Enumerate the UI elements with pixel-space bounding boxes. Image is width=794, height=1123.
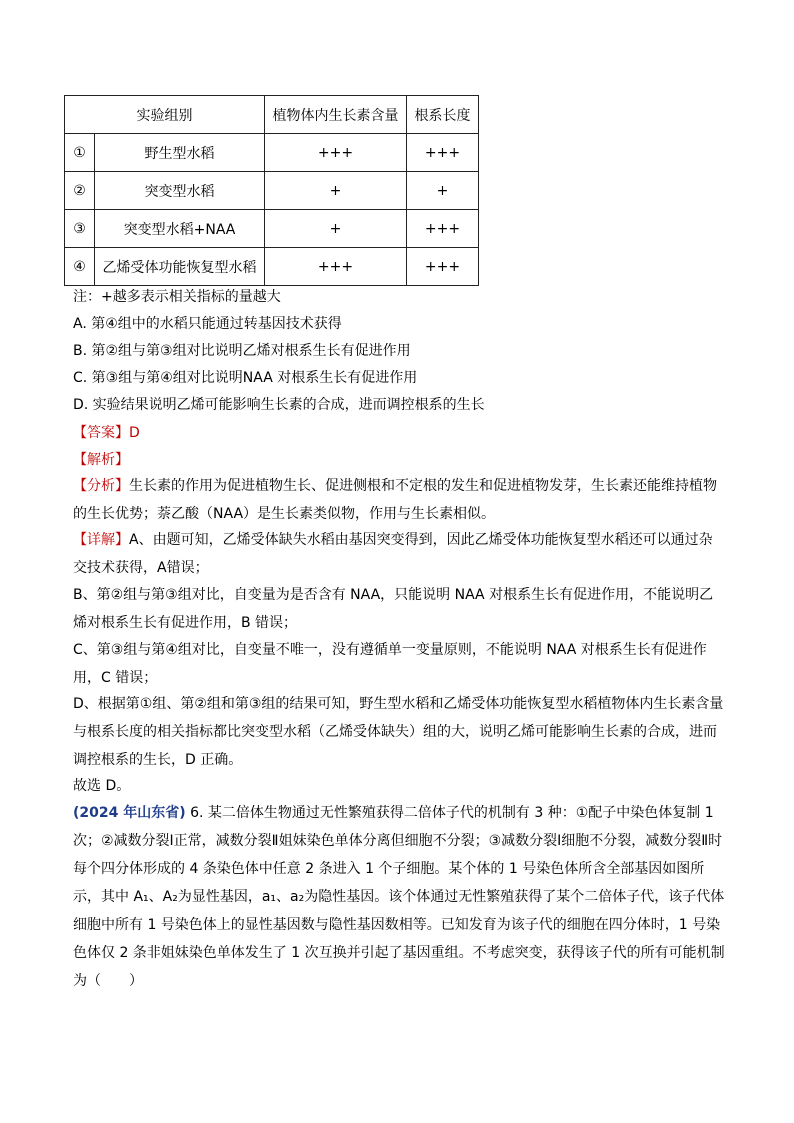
row-root: +++ (407, 248, 479, 286)
row-group: 突变型水稻 (95, 172, 265, 210)
row-auxin: + (265, 172, 407, 210)
fenxi-text: 生长素的作用为促进植物生长、促进侧根和不定根的发生和促进植物发芽，生长素还能维持植物的生长优势；萘乙酸（NAA）是生长素类似物，作用与生长素相似。 (73, 478, 717, 522)
option-b: B. 第②组与第③组对比说明乙烯对根系生长有促进作用 (73, 343, 411, 359)
row-root: + (407, 172, 479, 210)
xiangjie-text: A、由题可知，乙烯受体缺失水稻由基因突变得到，因此乙烯受体功能恢复型水稻还可以通过杂交技术获得，A错误； (73, 532, 713, 576)
option-c: C. 第③组与第④组对比说明NAA 对根系生长有促进作用 (73, 370, 418, 386)
analysis-label: 【解析】 (73, 452, 129, 468)
table-note: 注：+越多表示相关指标的量越大 (73, 289, 281, 305)
header-root: 根系长度 (407, 96, 479, 134)
xiangjie-label: 【详解】 (73, 532, 129, 548)
analysis-xiangjie (73, 526, 725, 582)
row-number: ① (65, 134, 95, 172)
question-6 (73, 799, 725, 995)
option-d: D. 实验结果说明乙烯可能影响生长素的合成，进而调控根系的生长 (73, 397, 485, 413)
row-auxin: + (265, 210, 407, 248)
row-number: ② (65, 172, 95, 210)
row-number: ④ (65, 248, 95, 286)
question-source: (2024 年山东省) (73, 805, 186, 821)
option-a: A. 第④组中的水稻只能通过转基因技术获得 (73, 316, 342, 332)
row-root: +++ (407, 134, 479, 172)
experiment-table (64, 95, 479, 286)
row-root: +++ (407, 210, 479, 248)
row-auxin: +++ (265, 248, 407, 286)
explain-c: C、第③组与第④组对比，自变量不唯一，没有遵循单一变量原则，不能说明 NAA 对根系生长有促进作用，C 错误； (73, 642, 707, 686)
question-text: 6. 某二倍体生物通过无性繁殖获得二倍体子代的机制有 3 种：①配子中染色体复制 1 次；②减数分裂Ⅰ正常，减数分裂Ⅱ姐妹染色单体分离但细胞不分裂；③减数分裂Ⅰ细胞不分裂，减数分裂Ⅱ时每个四分体形成的 4 条染色体中任意 2 条进入 1 个子细胞。某个体的 1 号染色体所含全部基因如图所示，其中 A₁、A₂为显性基因，a₁、a₂为隐性基因。该个体通过无性繁殖获得了某个二倍体子代，该子代体细胞中所有 1 号染色体上的显性基因数与隐性基因数相等。已知发育为该子代的细胞在四分体时，1 号染色体仅 2 条非姐妹染色单体发生了 1 次互换并引起了基因重组。不考虑突变，获得该子代的所有可能机制为（ ） (73, 805, 725, 989)
explain-b: B、第②组与第③组对比，自变量为是否含有 NAA，只能说明 NAA 对根系生长有促进作用，不能说明乙烯对根系生长有促进作用，B 错误； (73, 587, 714, 631)
row-number: ③ (65, 210, 95, 248)
answer-value: D (129, 425, 140, 441)
table-row (65, 134, 479, 172)
table-row (65, 248, 479, 286)
header-auxin: 植物体内生长素含量 (265, 96, 407, 134)
table-row (65, 172, 479, 210)
row-group: 乙烯受体功能恢复型水稻 (95, 248, 265, 286)
row-group: 野生型水稻 (95, 134, 265, 172)
conclusion: 故选 D。 (73, 778, 131, 794)
fenxi-label: 【分析】 (73, 478, 129, 494)
answer (73, 423, 140, 443)
table-row (65, 210, 479, 248)
answer-label: 【答案】 (73, 425, 129, 441)
analysis-fenxi (73, 472, 725, 528)
table-header-row (65, 96, 479, 134)
row-auxin: +++ (265, 134, 407, 172)
explain-d: D、根据第①组、第②组和第③组的结果可知，野生型水稻和乙烯受体功能恢复型水稻植物体内生长素含量与根系长度的相关指标都比突变型水稻（乙烯受体缺失）组的大，说明乙烯可能影响生长素的合成，进而调控根系的生长，D 正确。 (73, 696, 724, 768)
header-group: 实验组别 (65, 96, 265, 134)
row-group: 突变型水稻+NAA (95, 210, 265, 248)
